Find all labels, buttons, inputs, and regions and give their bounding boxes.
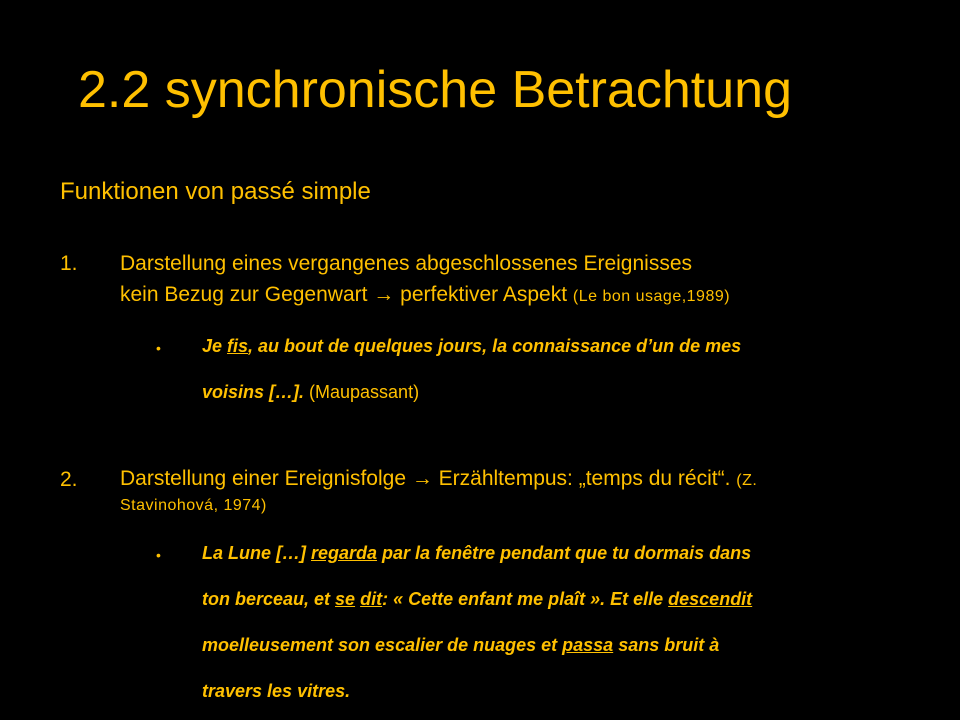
item-2-number: 2. (60, 468, 78, 491)
quote-underlined-verb: regarda (311, 543, 378, 563)
quote-text: ton berceau, et (202, 589, 336, 609)
item-2-line1-text: Darstellung einer Ereignisfolge → Erzähltempus: „temps du récit“. (120, 467, 731, 490)
quote-source: (Maupassant) (304, 382, 420, 402)
item-2-ref-b: Stavinohová, 1974) (120, 497, 267, 514)
quote-underlined-verb: descendit (668, 589, 753, 609)
item-1-line2 (120, 279, 940, 312)
quote-text: Je (202, 336, 228, 356)
quote-underlined-verb: dit (360, 589, 383, 609)
item-2-quote-line4: travers les vitres. (202, 681, 351, 701)
item-1-quote-line1 (202, 323, 942, 369)
item-1-ref: (Le bon usage,1989) (572, 288, 731, 305)
item-2-bullet: • (156, 547, 161, 563)
item-2-ref-a: (Z. (736, 472, 758, 489)
slide-title: 2.2 synchronische Betrachtung (78, 61, 792, 119)
slide-subtitle: Funktionen von passé simple (60, 178, 371, 205)
quote-text: La Lune […] (202, 543, 311, 563)
quote-text: moelleusement son escalier de nuages et (202, 635, 563, 655)
item-2-line1 (120, 464, 950, 495)
quote-text: : « Cette enfant me plaît ». Et elle (382, 589, 669, 609)
item-1-number: 1. (60, 252, 78, 275)
item-2-text (120, 464, 950, 517)
item-2-quote-line3 (202, 622, 952, 668)
item-1-quote (202, 323, 942, 415)
quote-underlined-verb: se (335, 589, 356, 609)
quote-underlined-verb: passa (562, 635, 614, 655)
item-1-line1: Darstellung eines vergangenes abgeschlossenes Ereignisses (120, 252, 693, 275)
item-2-quote (202, 530, 952, 714)
quote-text: , au bout de quelques jours, la connaissance d’un de mes (248, 336, 742, 356)
item-1-line2-text: kein Bezug zur Gegenwart → perfektiver Aspekt (120, 283, 568, 306)
item-2-quote-line1 (202, 530, 952, 576)
quote-underlined-verb: fis (227, 336, 249, 356)
item-1-text (120, 248, 940, 312)
item-2-quote-line2 (202, 576, 952, 622)
item-1-bullet: • (156, 340, 161, 356)
item-1-quote-line2 (202, 369, 942, 415)
quote-text: par la fenêtre pendant que tu dormais dans (377, 543, 752, 563)
quote-text: sans bruit à (613, 635, 720, 655)
quote-text: voisins […]. (202, 382, 305, 402)
